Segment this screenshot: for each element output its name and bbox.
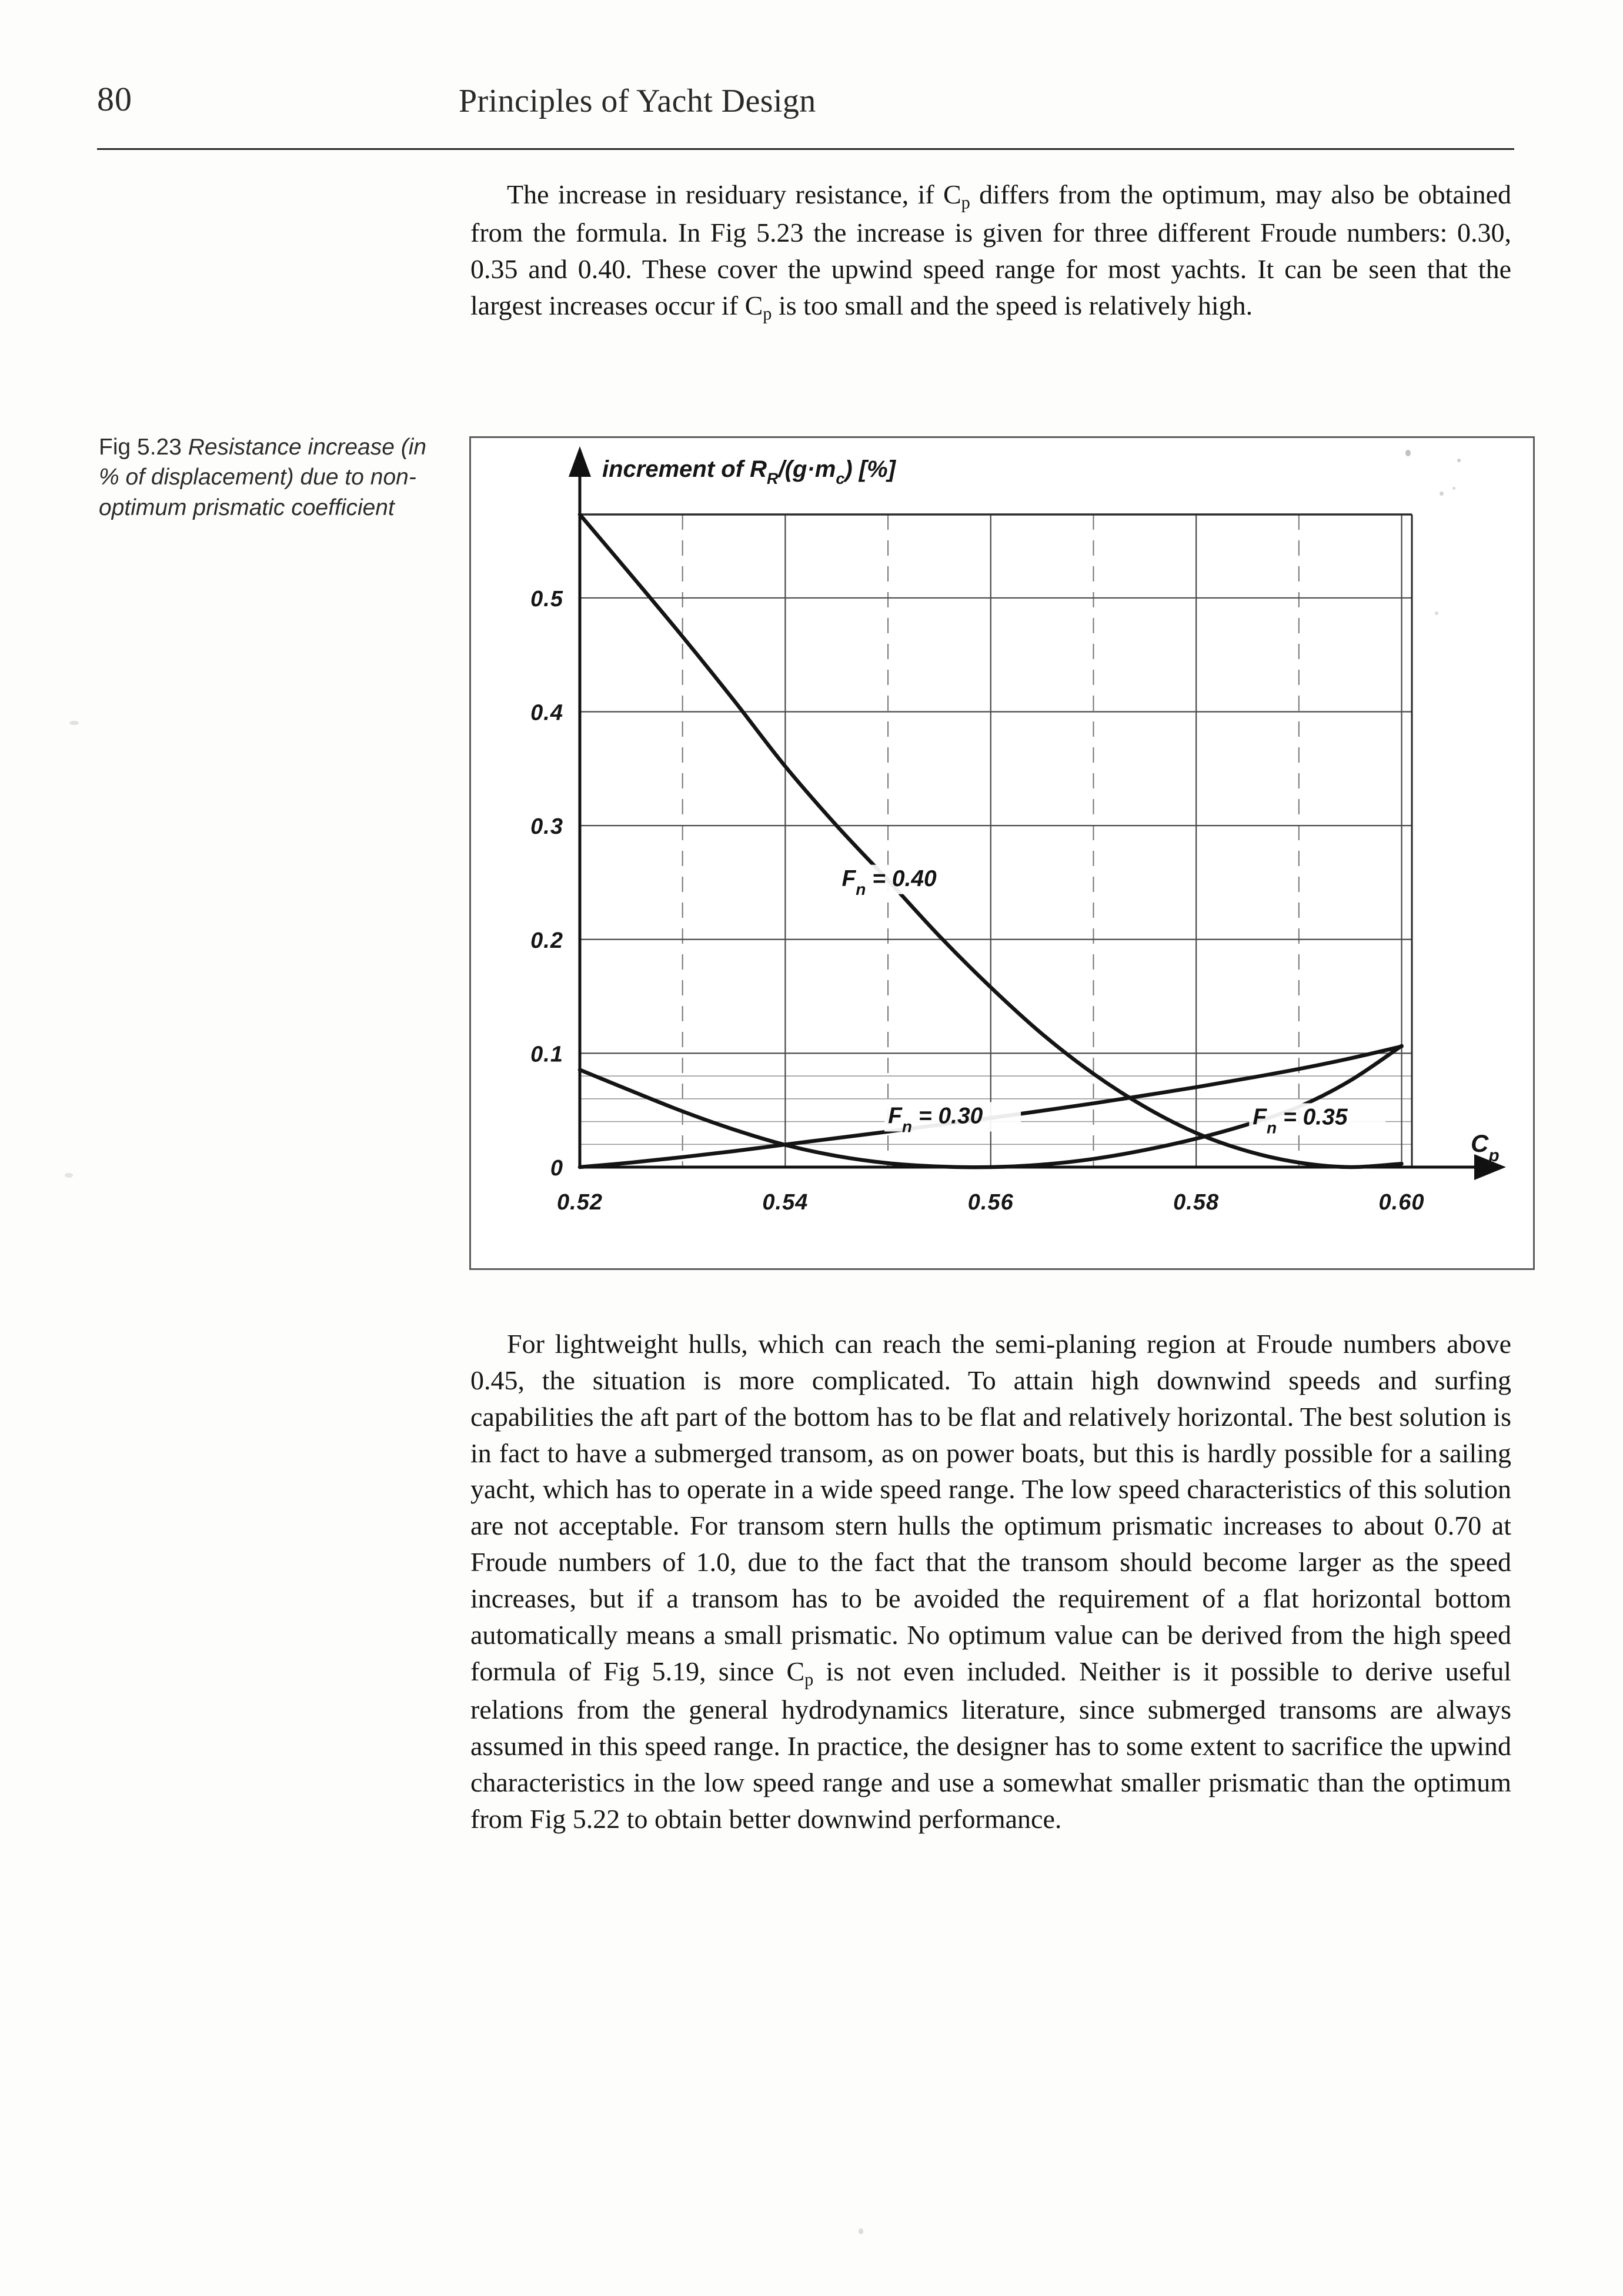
y-tick-label: 0 [550,1156,563,1181]
chart-grid-minor [580,514,1412,1167]
scan-speckle [1440,492,1444,496]
scan-speckle [1452,487,1455,490]
series-label: $F_n = 0.30$ [888,1103,983,1136]
scan-speckle [65,1173,73,1178]
y-axis-title: increment of $R_R/(g\cdot m_c)$ [%] [602,456,896,487]
figure-caption-label: Fig 5.23 [99,435,182,460]
paragraph-body-text: For lightweight hulls, which can reach the semi-planing region at Froude numbers above 0.45, the situation is more complicated. To attain high downwind speeds and surfing capabilities the aft part of the bottom has to be flat and relatively horizontal. The best solution is in fact to have a submerged transom, as on power boats, but this is hardly possible for a sailing yacht, which has to operate in a wide speed range. The low speed characteristics of this solution are not acceptable. For transom stern hulls the optimum prismatic increases to about 0.70 at Froude numbers of 1.0, due to the fact that the transom should become larger as the speed increases, but if a transom has to be avoided the requirement of a flat horizontal bottom automatically means a small prismatic. No optimum value can be derived from the high speed formula of Fig 5.19, since $C_p$ is not even included. Neither is it possible to derive useful relations from the general hydrodynamics literature, since submerged transoms are always assumed in this speed range. In practice, the designer has to some extent to sacrifice the upwind characteristics in the low speed range and use a somewhat smaller prismatic than the optimum from Fig 5.22 to obtain better downwind performance. [470,1329,1511,1834]
paragraph-intro [470,176,1511,326]
paragraph-intro-text: The increase in residuary resistance, if $C_p$ differs from the optimum, may also be obtained from the formula. In Fig 5.23 the increase is given for three different Froude numbers: 0.30, 0.35 and 0.40. These cover the upwind speed range for most yachts. It can be seen that the largest increases occur if $C_p$ is too small and the speed is relatively high. [470,179,1511,324]
chart-canvas [471,438,1533,1268]
y-tick-label: 0.2 [530,928,563,953]
running-head: Principles of Yacht Design [459,83,816,119]
chart-grid-major [580,514,1412,1167]
y-tick-label: 0.5 [530,586,563,611]
figure-caption-text: Resistance increase (in % of displacement) due to non-optimum prismatic coefficient [99,435,427,520]
chart-labels [530,456,1500,1215]
y-tick-label: 0.1 [530,1042,563,1067]
figure-5-23 [469,436,1535,1270]
chart-plot-frame [580,514,1412,1167]
scan-speckle [1435,611,1438,615]
x-tick-label: 0.54 [762,1190,809,1215]
x-tick-label: 0.52 [557,1190,603,1215]
header-rule [97,148,1514,150]
x-axis-title: $C_p$ [1471,1129,1500,1165]
scan-speckle [1457,459,1461,462]
scan-speckle [1405,450,1411,456]
x-tick-label: 0.56 [967,1190,1014,1215]
page-number: 80 [97,80,132,118]
y-tick-label: 0.3 [530,814,563,840]
scan-speckle [69,721,79,725]
x-tick-label: 0.60 [1378,1190,1425,1215]
series-annotation [884,1102,1021,1135]
scan-speckle [859,2228,863,2234]
paragraph-body [470,1326,1511,1837]
series-annotation [838,865,974,898]
series-label: $F_n = 0.40$ [841,865,937,898]
series-annotation [1249,1103,1385,1137]
y-tick-label: 0.4 [530,700,563,726]
x-tick-label: 0.58 [1173,1190,1220,1215]
series-label: $F_n = 0.35$ [1253,1104,1348,1137]
figure-caption [99,432,428,523]
